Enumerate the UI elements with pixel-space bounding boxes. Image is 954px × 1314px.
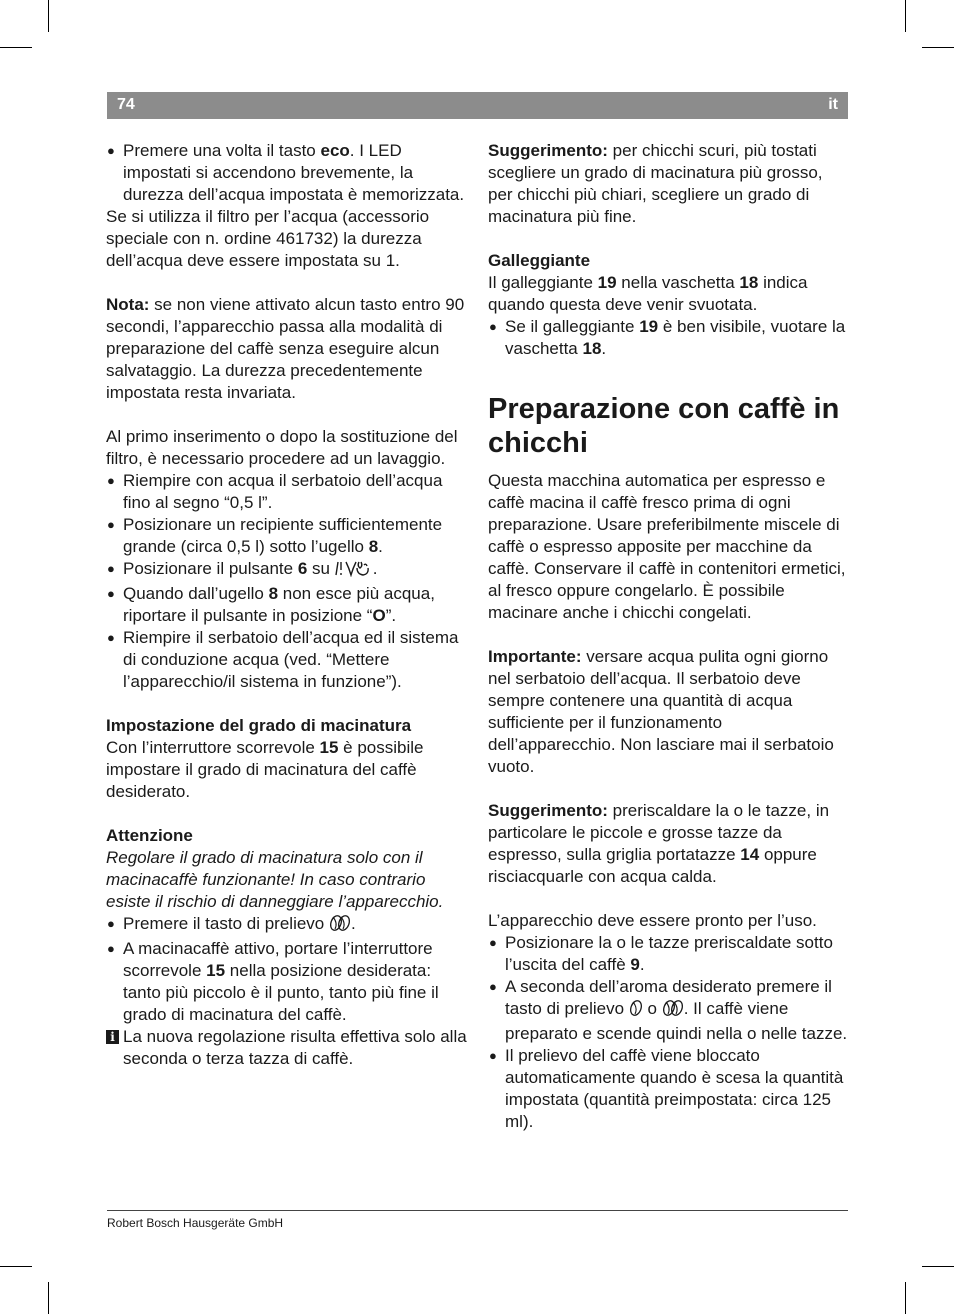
first-use-paragraph: Al primo inserimento o dopo la sostituzione del filtro, è necessario procedere ad un lavaggio. — [106, 427, 458, 468]
bullet-auto-stop: ● Il prelievo del caffè viene bloccato automaticamente quando è scesa la quantità impostata (quantità preimpostata: circa 125 ml). — [488, 1045, 850, 1133]
bullet-press-dispense: ● Premere il tasto di prelievo . — [106, 913, 468, 938]
left-column — [106, 140, 468, 1070]
bullet-fill-tank: ● Riempire con acqua il serbatoio dell’acqua fino al segno “0,5 l”. — [106, 470, 468, 514]
attention-text: Regolare il grado di macinatura solo con il macinacaffè funzionante! In caso contrario esiste il rischio di danneggiare l’apparecchio. — [106, 848, 444, 911]
info-note: i La nuova regolazione risulta effettiva solo alla seconda o terza tazza di caffè. — [106, 1026, 468, 1070]
bullet-place-container: ● Posizionare un recipiente sufficientemente grande (circa 0,5 l) sotto l’ugello 8. — [106, 514, 468, 558]
bullet-eco: ● Premere una volta il tasto eco. I LED impostati si accendono brevemente, la durezza dell’acqua impostata è memorizzata. — [106, 140, 468, 206]
filter-paragraph: Se si utilizza il filtro per l’acqua (accessorio speciale con n. ordine 461732) la durezza dell’acqua deve essere impostata su 1. — [106, 207, 430, 270]
footer-company: Robert Bosch Hausgeräte GmbH — [107, 1216, 284, 1230]
section-title: Preparazione con caffè in chicchi — [488, 393, 840, 459]
tip-preheat-paragraph: Suggerimento: preriscaldare la o le tazze, in particolare le piccole e grosse tazze da espresso, sulla griglia portatazze 14 oppure risciacquarle con acqua calda. — [488, 801, 830, 886]
footer-divider — [107, 1210, 848, 1211]
bullet-select-aroma: ● A seconda dell’aroma desiderato premere il tasto di prelievo o . Il caffè viene preparato e scende quindi nella o nelle tazze. — [488, 976, 850, 1045]
grind-paragraph: Con l’interruttore scorrevole 15 è possibile impostare il grado di macinatura del caffè desiderato. — [106, 738, 424, 801]
page-number: 74 — [117, 96, 135, 113]
crop-mark — [48, 0, 49, 32]
double-bean-icon — [662, 999, 684, 1023]
double-bean-icon — [329, 914, 351, 938]
page-header-bar — [107, 92, 848, 119]
bullet-place-cups: ● Posizionare la o le tazze preriscaldate sotto l’uscita del caffè 9. — [488, 932, 850, 976]
crop-mark — [922, 47, 954, 48]
steam-water-icon — [335, 560, 373, 583]
crop-mark — [48, 1282, 49, 1314]
beans-paragraph: Questa macchina automatica per espresso e caffè macina il caffè fresco prima di ogni preparazione. Usare preferibilmente miscele di caffè o espresso apposite per macchine da caffè. Conservare il caffè in contenitori ermetici, al fresco oppure congelarlo. È possibile macinare anche i chicchi congelati. — [488, 471, 846, 622]
important-paragraph: Importante: versare acqua pulita ogni giorno nel serbatoio dell’acqua. Il serbatoio deve sempre contenere una quantità di acqua sufficiente per il funzionamento dell’apparecchio. Non lasciare mai il serbatoio vuoto. — [488, 647, 834, 776]
note-paragraph: Nota: se non viene attivato alcun tasto entro 90 secondi, l’apparecchio passa alla modalità di preparazione del caffè senza eseguire alcun salvataggio. La durezza precedentemente impostata resta invariata. — [106, 295, 465, 402]
single-bean-icon — [629, 999, 643, 1023]
right-column — [488, 140, 850, 1133]
crop-mark — [0, 47, 32, 48]
bullet-set-knob: ● Posizionare il pulsante 6 su . — [106, 558, 468, 583]
bullet-no-water: ● Quando dall’ugello 8 non esce più acqua, riportare il pulsante in posizione “O”. — [106, 583, 468, 627]
crop-mark — [905, 1282, 906, 1314]
bullet-slider-position: ● A macinacaffè attivo, portare l’interruttore scorrevole 15 nella posizione desiderata: tanto più piccolo è il punto, tanto più fine il grado di macinatura del caffè. — [106, 938, 468, 1026]
grind-heading: Impostazione del grado di macinatura — [106, 716, 412, 735]
crop-mark — [905, 0, 906, 32]
info-icon: i — [106, 1030, 119, 1044]
language-code: it — [828, 96, 838, 113]
attention-heading: Attenzione — [106, 826, 193, 845]
bullet-empty-tray: ● Se il galleggiante 19 è ben visibile, vuotare la vaschetta 18. — [488, 316, 850, 360]
ready-paragraph: L’apparecchio deve essere pronto per l’uso. — [488, 911, 817, 930]
tip-paragraph: Suggerimento: per chicchi scuri, più tostati scegliere un grado di macinatura più grosso, per chicchi più chiari, scegliere un grado di macinatura più fine. — [488, 141, 823, 226]
bullet-fill-system: ● Riempire il serbatoio dell’acqua ed il sistema di conduzione acqua (ved. “Mettere l’apparecchio/il sistema in funzione”). — [106, 627, 468, 693]
float-paragraph: Il galleggiante 19 nella vaschetta 18 indica quando questa deve venir svuotata. — [488, 273, 808, 314]
crop-mark — [0, 1266, 32, 1267]
float-heading: Galleggiante — [488, 251, 591, 270]
crop-mark — [922, 1266, 954, 1267]
